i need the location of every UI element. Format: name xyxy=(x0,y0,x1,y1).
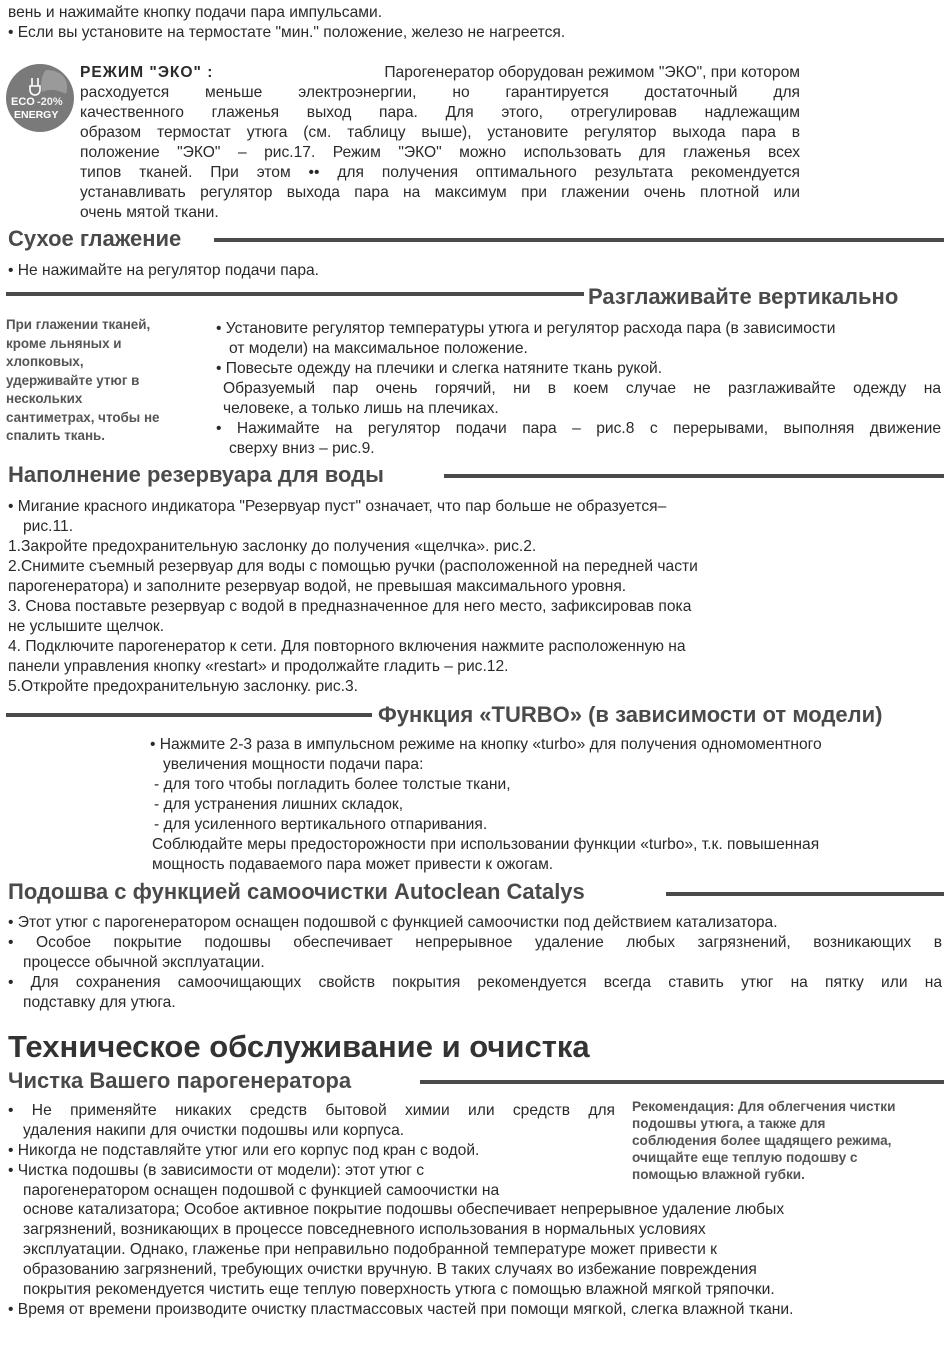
cleaning-line: удаления накипи для очистки подошвы или корпуса. xyxy=(23,1122,405,1139)
eco-line: расходуется меньше электроэнергии, но гарантируется достаточный для xyxy=(80,84,800,101)
section-heading-vertical: Разглаживайте вертикально xyxy=(588,284,899,309)
vertical-line: сверху вниз – рис.9. xyxy=(229,440,375,457)
recommendation-note: Рекомендация: Для облегчения чистки подошвы утюга, а также для соблюдения более щадящего режима, очищайте еще теплую подошву с помощью влажной губки. xyxy=(632,1099,896,1182)
fill-line: 3. Снова поставьте резервуар с водой в предназначенное для него место, зафиксировав пока xyxy=(8,598,692,615)
section-heading-dry: Сухое глажение xyxy=(8,226,182,251)
side-note: При глажении тканей, кроме льняных и хлопковых, удерживайте утюг в нескольких сантиметрах, чтобы не спалить ткань. xyxy=(6,317,160,443)
fill-line: 5.Откройте предохранительную заслонку. рис.3. xyxy=(8,678,359,695)
eco-line xyxy=(80,63,800,83)
section-heading-turbo: Функция «TURBO» (в зависимости от модели) xyxy=(378,702,883,727)
cleaning-line: • Время от времени производите очистку пластмассовых частей при помощи мягкой, слегка влажной ткани. xyxy=(8,1301,794,1318)
fill-line: не услышите щелчок. xyxy=(8,618,165,635)
eco-line: очень мятой ткани. xyxy=(80,204,219,221)
eco-line: образом термостат утюга (см. таблицу выше), установите регулятор выхода пара в xyxy=(80,124,800,141)
autoclean-line: процессе обычной эксплуатации. xyxy=(23,954,265,971)
eco-energy-icon: ECO -20% ENERGY xyxy=(6,64,74,132)
section-heading-autoclean: Подошва с функцией самоочистки Autoclean Catalys xyxy=(8,879,585,904)
fill-line: • Мигание красного индикатора "Резервуар пуст" означает, что пар больше не образуется– xyxy=(8,498,667,515)
eco-text: Парогенератор оборудован режимом "ЭКО", при котором xyxy=(384,64,800,81)
autoclean-line: • Этот утюг с парогенератором оснащен подошвой с функцией самоочистки под действием катализатора. xyxy=(8,914,778,931)
cleaning-line: загрязнений, возникающих в процессе повседневного использования в нормальных условиях xyxy=(23,1221,706,1238)
eco-title: РЕЖИМ "ЭКО" : xyxy=(80,64,214,81)
cleaning-line: эксплуатации. Однако, глаженье при неправильно подобранной температуре может привести к xyxy=(23,1241,717,1258)
cleaning-line: покрытия рекомендуется чистить еще теплую поверхность утюга с помощью влажной мягкой тряпочки. xyxy=(23,1281,775,1298)
page-title: Техническое обслуживание и очистка xyxy=(8,1029,590,1064)
autoclean-line: • Для сохранения самоочищающих свойств покрытия рекомендуется всегда ставить утюг на пятку или на xyxy=(8,974,942,991)
fill-line: 2.Снимите съемный резервуар для воды с помощью ручки (расположенной на передней части xyxy=(8,558,698,575)
cleaning-line: • Никогда не подставляйте утюг или его корпус под кран с водой. xyxy=(8,1142,480,1159)
turbo-line: мощность подаваемого пара может привести к ожогам. xyxy=(152,856,554,873)
fill-line: панели управления кнопку «restart» и продолжайте гладить – рис.12. xyxy=(8,658,509,675)
vertical-line: • Установите регулятор температуры утюга и регулятор расхода пара (в зависимости xyxy=(216,320,836,337)
turbo-line: - для усиленного вертикального отпаривания. xyxy=(154,816,488,833)
turbo-line: Соблюдайте меры предосторожности при использовании функции «turbo», т.к. повышенная xyxy=(152,836,820,853)
turbo-line: - для того чтобы погладить более толстые ткани, xyxy=(154,776,511,793)
intro-line: вень и нажимайте кнопку подачи пара импульсами. xyxy=(8,4,383,21)
fill-line: парогенератора) и заполните резервуар водой, не превышая максимального уровня. xyxy=(8,578,627,595)
vertical-line: от модели) на максимальное положение. xyxy=(229,340,528,357)
fill-line: 1.Закройте предохранительную заслонку до получения «щелчка». рис.2. xyxy=(8,538,537,555)
vertical-line: • Повесьте одежду на плечики и слегка натяните ткань рукой. xyxy=(216,360,663,377)
eco-line: типов тканей. При этом •• для получения оптимального результата рекомендуется xyxy=(80,164,800,181)
turbo-line: увеличения мощности подачи пара: xyxy=(163,756,424,773)
vertical-line: человеке, а только лишь на плечиках. xyxy=(223,400,499,417)
cleaning-line: образованию загрязнений, требующих очистки вручную. В таких случаях во избежание повреждения xyxy=(23,1261,757,1278)
fill-line: 4. Подключите парогенератор к сети. Для повторного включения нажмите расположенную на xyxy=(8,638,686,655)
intro-line: • Если вы установите на термостате "мин." положение, железо не нагреется. xyxy=(8,24,566,41)
turbo-line: • Нажмите 2-3 раза в импульсном режиме на кнопку «turbo» для получения одномоментного xyxy=(150,736,822,753)
divider xyxy=(666,892,944,896)
eco-line: положение "ЭКО" – рис.17. Режим "ЭКО" можно использовать для глаженья всех xyxy=(80,144,800,161)
dry-bullet: • Не нажимайте на регулятор подачи пара. xyxy=(8,262,320,279)
vertical-line: Образуемый пар очень горячий, ни в коем случае не разглаживайте одежду на xyxy=(223,380,941,397)
cleaning-line: • Не применяйте никаких средств бытовой химии или средств для xyxy=(8,1102,615,1119)
cleaning-line: парогенератором оснащен подошвой с функцией самоочистки на xyxy=(23,1182,500,1199)
section-heading-cleaning: Чистка Вашего парогенератора xyxy=(8,1068,352,1093)
divider xyxy=(420,1080,944,1084)
cleaning-line: основе катализатора; Особое активное покрытие подошвы обеспечивает непрерывное удаление любых xyxy=(23,1201,785,1218)
divider xyxy=(444,474,944,478)
fill-line: рис.11. xyxy=(23,518,74,535)
turbo-line: - для устранения лишних складок, xyxy=(154,796,404,813)
divider xyxy=(6,292,584,296)
autoclean-line: подставку для утюга. xyxy=(23,994,176,1011)
section-heading-fill: Наполнение резервуара для воды xyxy=(8,462,384,487)
autoclean-line: • Особое покрытие подошвы обеспечивает непрерывное удаление любых загрязнений, возникающих в xyxy=(8,934,942,951)
cleaning-line: • Чистка подошвы (в зависимости от модели): этот утюг с xyxy=(8,1162,425,1179)
eco-line: качественного глаженья выход пара. Для этого, отрегулировав надлежащим xyxy=(80,104,800,121)
eco-line: устанавливать регулятор выхода пара на максимум при глажении очень плотной или xyxy=(80,184,800,201)
divider xyxy=(214,238,944,242)
vertical-line: • Нажимайте на регулятор подачи пара – рис.8 с перерывами, выполняя движение xyxy=(216,420,941,437)
divider xyxy=(6,713,372,717)
